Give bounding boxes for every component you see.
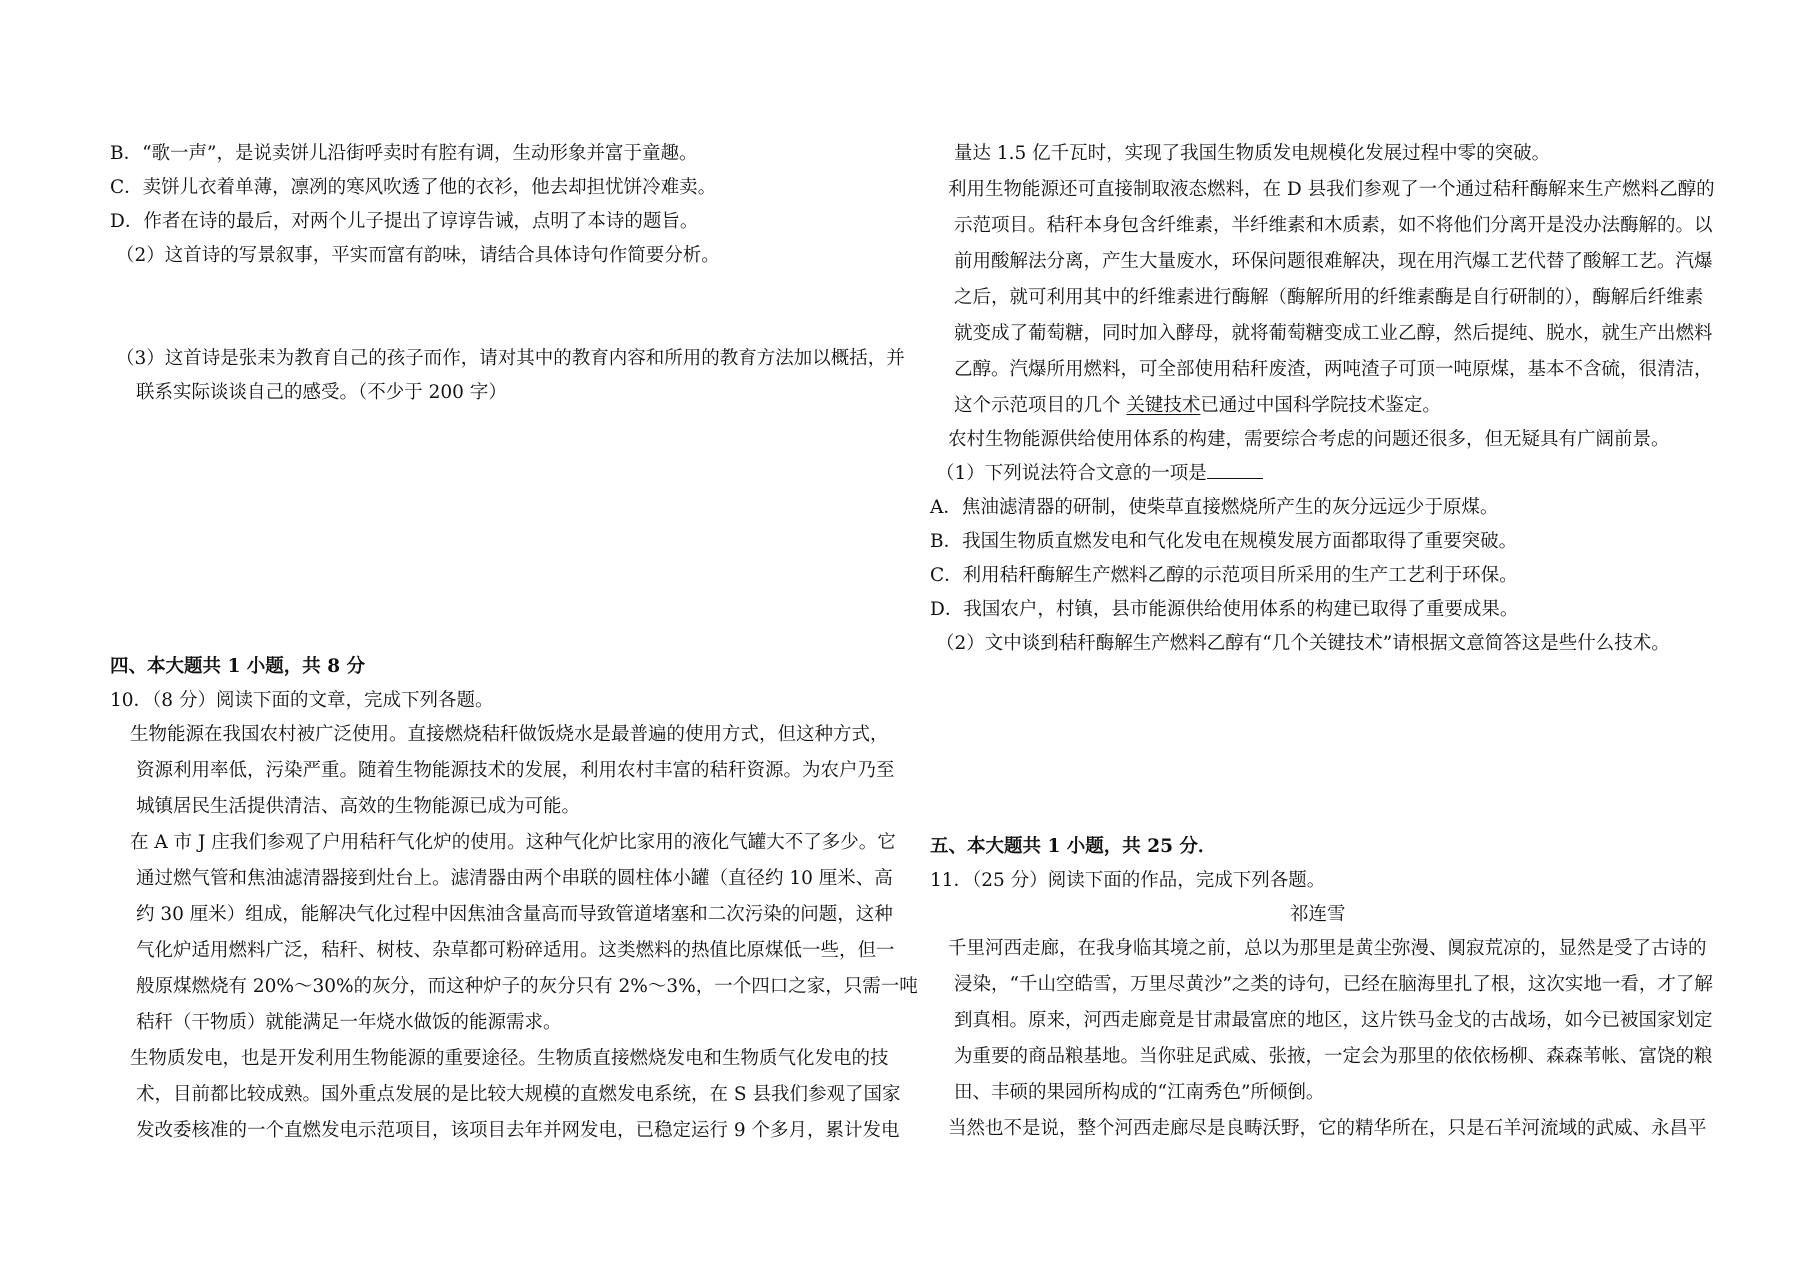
essay-line: 浸染，“千山空皓雪，万里尽黄沙”之类的诗句，已经在脑海里扎了根，这次实地一看，才了解 [954, 974, 1713, 995]
q10-subquestion-2: （2）文中谈到秸秆酶解生产燃料乙醇有“几个关键技术”请根据文意简答这是些什么技术。 [936, 633, 1670, 654]
section-5-heading: 五、本大题共 1 小题，共 25 分． [930, 836, 1217, 857]
article-line: 城镇居民生活提供清洁、高效的生物能源已成为可能。 [136, 796, 581, 817]
q10-option-b: B．我国生物质直燃发电和气化发电在规模发展方面都取得了重要突破。 [930, 531, 1518, 552]
article-line: 发改委核准的一个直燃发电示范项目，该项目去年并网发电，已稳定运行 9 个多月，累计发电 [136, 1120, 900, 1141]
article-line: 术，目前都比较成熟。国外重点发展的是比较大规模的直燃发电系统，在 S 县我们参观了国家 [136, 1084, 901, 1105]
article-line-key-technology [954, 394, 1441, 418]
article-line: 般原煤燃烧有 20%～30%的灰分，而这种炉子的灰分只有 2%～3%，一个四口之家，只需一吨 [136, 976, 918, 997]
article-line: 农村生物能源供给使用体系的构建，需要综合考虑的问题还很多，但无疑具有广阔前景。 [948, 429, 1670, 450]
article-line: 资源利用率低，污染严重。随着生物能源技术的发展，利用农村丰富的秸秆资源。为农户乃至 [136, 760, 895, 781]
q10-intro: 10．（8 分）阅读下面的文章，完成下列各题。 [110, 690, 494, 711]
section-4-heading: 四、本大题共 1 小题，共 8 分 [110, 656, 366, 677]
q9-subquestion-3-line2: 联系实际谈谈自己的感受。（不少于 200 字） [136, 382, 507, 403]
article-line: 利用生物能源还可直接制取液态燃料，在 D 县我们参观了一个通过秸秆酶解来生产燃料乙醇的 [948, 179, 1715, 200]
article-line: 气化炉适用燃料广泛，秸秆、树枝、杂草都可粉碎适用。这类燃料的热值比原煤低一些，但一 [136, 940, 895, 961]
article-line: 生物质发电，也是开发利用生物能源的重要途径。生物质直接燃烧发电和生物质气化发电的技 [130, 1048, 889, 1069]
article-line: 在 A 市 J 庄我们参观了户用秸秆气化炉的使用。这种气化炉比家用的液化气罐大不了多少。它 [130, 832, 896, 853]
essay-line: 到真相。原来，河西走廊竟是甘肃最富庶的地区，这片铁马金戈的古战场，如今已被国家划定 [954, 1010, 1713, 1031]
essay-line: 当然也不是说，整个河西走廊尽是良畴沃野，它的精华所在，只是石羊河流域的武威、永昌平 [948, 1118, 1707, 1139]
q10-option-d: D．我国农户，村镇，县市能源供给使用体系的构建已取得了重要成果。 [930, 599, 1519, 620]
q10-option-a: A．焦油滤清器的研制，使柴草直接燃烧所产生的灰分远远少于原煤。 [930, 497, 1499, 518]
article-line: 秸秆（干物质）就能满足一年烧水做饭的能源需求。 [136, 1012, 562, 1033]
essay-line: 为重要的商品粮基地。当你驻足武威、张掖，一定会为那里的依依杨柳、森森苇帐、富饶的粮 [954, 1046, 1713, 1067]
article-line: 量达 1.5 亿千瓦时，实现了我国生物质发电规模化发展过程中零的突破。 [954, 143, 1551, 164]
article-line: 通过燃气管和焦油滤清器接到灶台上。滤清器由两个串联的圆柱体小罐（直径约 10 厘米、高 [136, 868, 893, 889]
article-line: 乙醇。汽爆所用燃料，可全部使用秸秆废渣，两吨渣子可顶一吨原煤，基本不含硫，很清洁， [954, 359, 1713, 380]
essay-line: 千里河西走廊，在我身临其境之前，总以为那里是黄尘弥漫、阒寂荒凉的，显然是受了古诗的 [948, 938, 1707, 959]
q9-option-b: B．“歌一声”，是说卖饼儿沿街呼卖时有腔有调，生动形象并富于童趣。 [110, 143, 698, 164]
article-line: 前用酸解法分离，产生大量废水，环保问题很难解决，现在用汽爆工艺代替了酸解工艺。汽爆 [954, 251, 1713, 272]
q11-intro: 11．（25 分）阅读下面的作品，完成下列各题。 [930, 870, 1326, 891]
article-line: 示范项目。秸秆本身包含纤维素，半纤维素和木质素，如不将他们分离开是没办法酶解的。以 [954, 215, 1713, 236]
q10-subquestion-1 [936, 462, 1263, 486]
article-line: 生物能源在我国农村被广泛使用。直接燃烧秸秆做饭烧水是最普遍的使用方式，但这种方式， [130, 724, 889, 745]
article-line-suffix: 已通过中国科学院技术鉴定。 [1200, 395, 1441, 416]
article-line-prefix: 这个示范项目的几个 [954, 395, 1127, 416]
essay-line: 田、丰硕的果园所构成的“江南秀色”所倾倒。 [954, 1082, 1325, 1103]
q9-subquestion-3-line1: （3）这首诗是张耒为教育自己的孩子而作，请对其中的教育内容和所用的教育方法加以概括，并 [116, 348, 905, 369]
answer-blank [1207, 462, 1263, 479]
q9-option-c: C．卖饼儿衣着单薄，凛冽的寒风吹透了他的衣衫，他去却担忧饼冷难卖。 [110, 177, 717, 198]
q9-option-d: D．作者在诗的最后，对两个儿子提出了谆谆告诫，点明了本诗的题旨。 [110, 211, 699, 232]
article-line: 约 30 厘米）组成，能解决气化过程中因焦油含量高而导致管道堵塞和二次污染的问题，这种 [136, 904, 893, 925]
q10-subquestion-1-text: （1）下列说法符合文意的一项是 [936, 463, 1207, 484]
right-column [900, 0, 1815, 1282]
essay-title: 祁连雪 [1290, 904, 1346, 925]
key-technology-underline: 关键技术 [1126, 395, 1201, 416]
article-line: 就变成了葡萄糖，同时加入酵母，就将葡萄糖变成工业乙醇，然后提纯、脱水，就生产出燃料 [954, 323, 1713, 344]
q9-subquestion-2: （2）这首诗的写景叙事，平实而富有韵味，请结合具体诗句作简要分析。 [116, 245, 720, 266]
article-line: 之后，就可利用其中的纤维素进行酶解（酶解所用的纤维素酶是自行研制的），酶解后纤维素 [954, 287, 1704, 308]
q10-option-c: C．利用秸秆酶解生产燃料乙醇的示范项目所采用的生产工艺利于环保。 [930, 565, 1518, 586]
